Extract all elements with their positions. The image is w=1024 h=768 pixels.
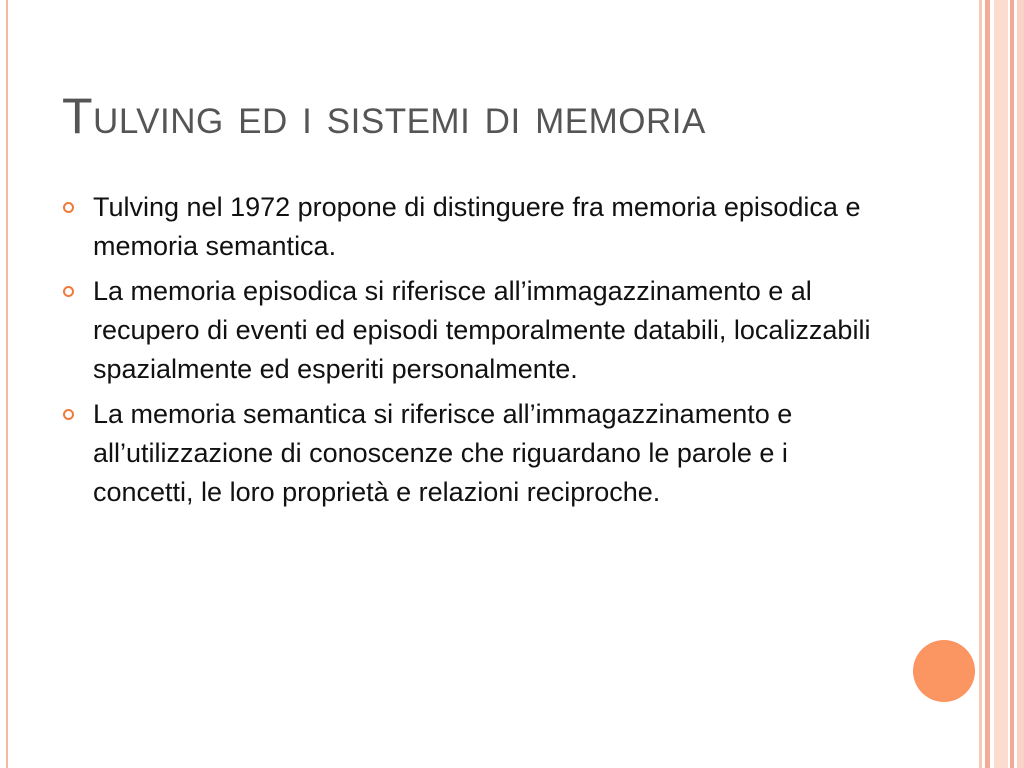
right-decor-stripe (1017, 0, 1024, 768)
bullet-text: La memoria episodica si riferisce all’immagazzinamento e al recupero di eventi ed episodi temporalmente databili, localizzabili spazialmente ed esperiti personalmente. (93, 276, 871, 384)
right-decor-stripe (985, 0, 990, 768)
decorative-circle (913, 640, 975, 702)
ring-bullet-icon (63, 286, 74, 297)
right-decor-stripe (979, 0, 982, 768)
bullet-list (62, 188, 892, 518)
right-decor-stripe (1010, 0, 1014, 768)
bullet-item (62, 395, 892, 512)
ring-bullet-icon (63, 409, 74, 420)
bullet-item (62, 188, 892, 266)
bullet-item (62, 272, 892, 389)
bullet-text: La memoria semantica si riferisce all’immagazzinamento e all’utilizzazione di conoscenze che riguardano le parole e i concetti, le loro proprietà e relazioni reciproche. (93, 399, 793, 507)
bullet-text: Tulving nel 1972 propone di distinguere fra memoria episodica e memoria semantica. (93, 192, 861, 261)
slide-title: Tulving ed i sistemi di memoria (62, 88, 706, 144)
right-decor-stripe (994, 0, 1008, 768)
ring-bullet-icon (63, 202, 74, 213)
left-border-line (6, 0, 8, 768)
